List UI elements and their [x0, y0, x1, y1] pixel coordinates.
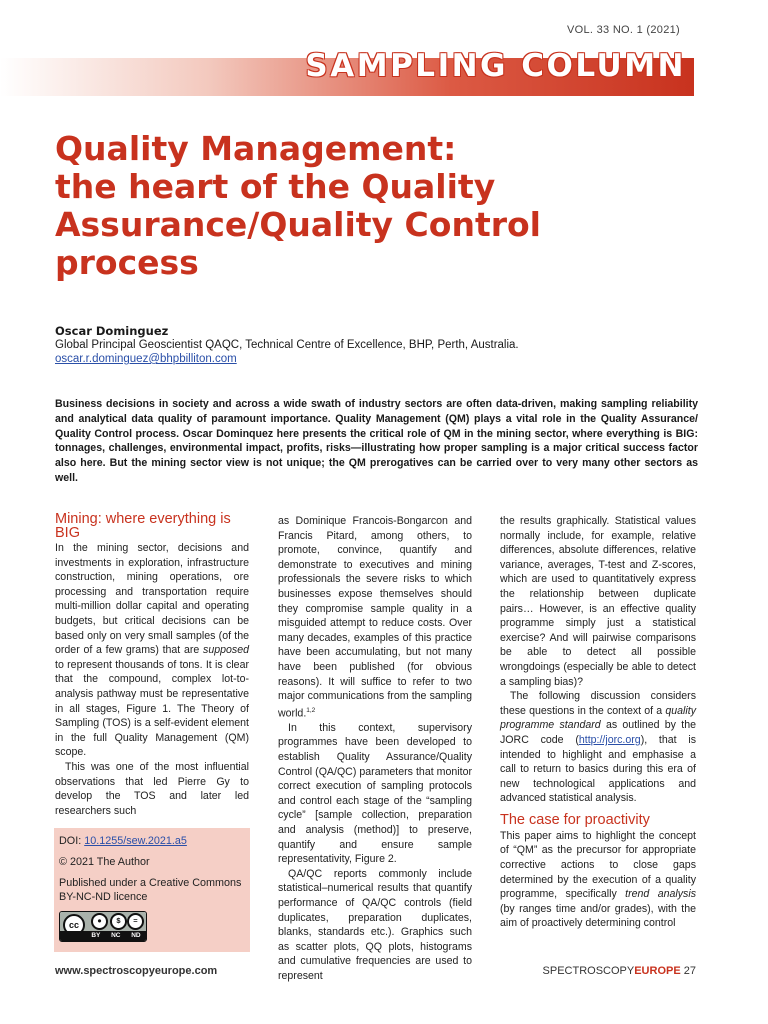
- text-run: In the mining sector, decisions and investments in exploration, infrastructure construction, mining operations, ore processing and transportation require multi-million dollar capital and operating budgets, but critical decisions can be based only on very small samples (of the order of a few grams) that are: [55, 542, 249, 657]
- doi-label: DOI:: [59, 835, 85, 847]
- reference-superscript: 1,2: [306, 706, 316, 714]
- text-run: This paper aims to highlight the concept of “QM” as the precursor for appropriate corrective actions to close gaps determined by the execution of a quality programme, specifically: [500, 829, 696, 901]
- emphasis-text: supposed: [203, 644, 249, 657]
- paragraph: In this context, supervisory programmes have been developed to establish Quality Assurance/Quality Control (QA/QC) parameters that monitor correct execution of sampling protocols and control each stage of the “sampling cycle” [sample collection, preparation and analysis (method)] to preserve, quantify and ensure sample representativity, Figure 2.: [278, 721, 472, 866]
- footer-website[interactable]: www.spectroscopyeurope.com: [55, 965, 218, 977]
- abstract: Business decisions in society and across a wide swath of industry sectors are often data-driven, making sampling reliability and analytical data quality of paramount importance. Quality Management (QM) plays a vital role in the Quality Assurance/ Quality Control process. Oscar Dominquez here presents the critical role of QM in the mining sector, where everything is BIG: tonnages, challenges, environmental impact, profits, risks—illustrating how proper sampling is a major critical success factor also here. But the mining sector view is not unique; the QM prerogatives can be carried over to very many other sectors as well.: [55, 398, 698, 484]
- text-run: (by ranges time and/or grades), with the aim of proactively determining control: [500, 902, 696, 930]
- cc-by-nc-nd-badge[interactable]: [59, 911, 147, 942]
- noncommercial-icon: $: [110, 913, 127, 930]
- cc-icon: cc: [63, 914, 85, 936]
- author-affiliation: Global Principal Geoscientist QAQC, Technical Centre of Excellence, BHP, Perth, Australia.: [55, 339, 519, 351]
- noderivatives-icon: =: [127, 913, 144, 930]
- section-heading-proactivity: The case for proactivity: [500, 811, 650, 828]
- footer-brand-page: [543, 965, 696, 977]
- badge-nd-label: ND: [131, 931, 141, 939]
- page-number: 27: [683, 965, 696, 977]
- paragraph: This was one of the most influential observations that led Pierre Gy to develop the TOS and later led researchers such: [55, 760, 249, 817]
- paragraph: [55, 541, 249, 760]
- article-title: Quality Management: the heart of the Quality Assurance/Quality Control process: [55, 129, 541, 282]
- text-run: The following discussion considers these questions in the context of a: [500, 690, 696, 717]
- text-run: as outlined by the JORC code (: [500, 719, 696, 746]
- section-heading-mining: Mining: where everything is BIG: [55, 511, 231, 541]
- brand-europe: EUROPE: [634, 965, 681, 977]
- badge-nc-label: NC: [111, 931, 121, 939]
- column-1: [55, 541, 249, 818]
- doi-line: [59, 834, 245, 849]
- text-run: as Dominique Francois-Bongarcon and Francis Pitard, among others, to promote, convince, quantify and demonstrate to executives and mining professionals the severe risks to which businesses expose themselves should they compromise sample quality in a misguided attempt to reduce costs. Over many decades, examples of this practice have been accumulating, but not many have been published (for obvious reasons). It will suffice to refer to two major communications from the sampling world.: [278, 515, 472, 720]
- article-info-box: [54, 828, 250, 952]
- column-banner-title: SAMPLING COLUMN: [305, 48, 686, 84]
- text-run: ), that is intended to highlight and emphasise a call to return to basics during this era of new technological applications and advanced statistical analysis.: [500, 733, 696, 805]
- text-run: to represent thousands of tons. It is clear that the compound, complex lot-to-analysis pathway must be representative in all stages, Figure 1. The Theory of Sampling (TOS) is a self-evident element in the full Quality Management (QM) scope.: [55, 658, 249, 759]
- paragraph: QA/QC reports commonly include statistical–numerical results that quantify performance of QA/QC controls (field duplicates, preparation duplicates, blanks, standards etc.). Graphics such as scatter plots, QQ plots, histograms and cumulative frequencies are used to represent: [278, 867, 472, 982]
- emphasis-text: quality programme standard: [500, 704, 696, 732]
- brand-spectroscopy: SPECTROSCOPY: [542, 965, 635, 977]
- attribution-icon: ●: [91, 913, 108, 930]
- badge-by-label: BY: [91, 931, 101, 939]
- column-2: [278, 514, 472, 984]
- licence-line: Published under a Creative Commons BY-NC-ND licence: [59, 876, 242, 904]
- emphasis-text: trend analysis: [625, 888, 696, 901]
- volume-info: VOL. 33 NO. 1 (2021): [567, 24, 680, 36]
- paragraph: [500, 689, 696, 806]
- jorc-link[interactable]: http://jorc.org: [578, 733, 641, 746]
- badge-labels: [60, 931, 146, 941]
- doi-link[interactable]: 10.1255/sew.2021.a5: [84, 835, 187, 847]
- paragraph: the results graphically. Statistical values normally include, for example, relative differences, absolute differences, relative variance, averages, T-test and Z-scores, which are used to quantitatively express the relationship between duplicate pairs… However, is an effective quality programme simply just a statistical exercise? And will pairwise comparisons be able to detect all possible wrongdoings (especially be able to detect a sampling bias)?: [500, 515, 696, 688]
- author-email-link[interactable]: oscar.r.dominguez@bhpbilliton.com: [55, 353, 237, 365]
- paragraph: [500, 829, 696, 931]
- column-3: [500, 514, 696, 931]
- copyright-line: © 2021 The Author: [59, 855, 150, 868]
- author-name: Oscar Dominguez: [55, 324, 169, 338]
- paragraph: [278, 514, 472, 721]
